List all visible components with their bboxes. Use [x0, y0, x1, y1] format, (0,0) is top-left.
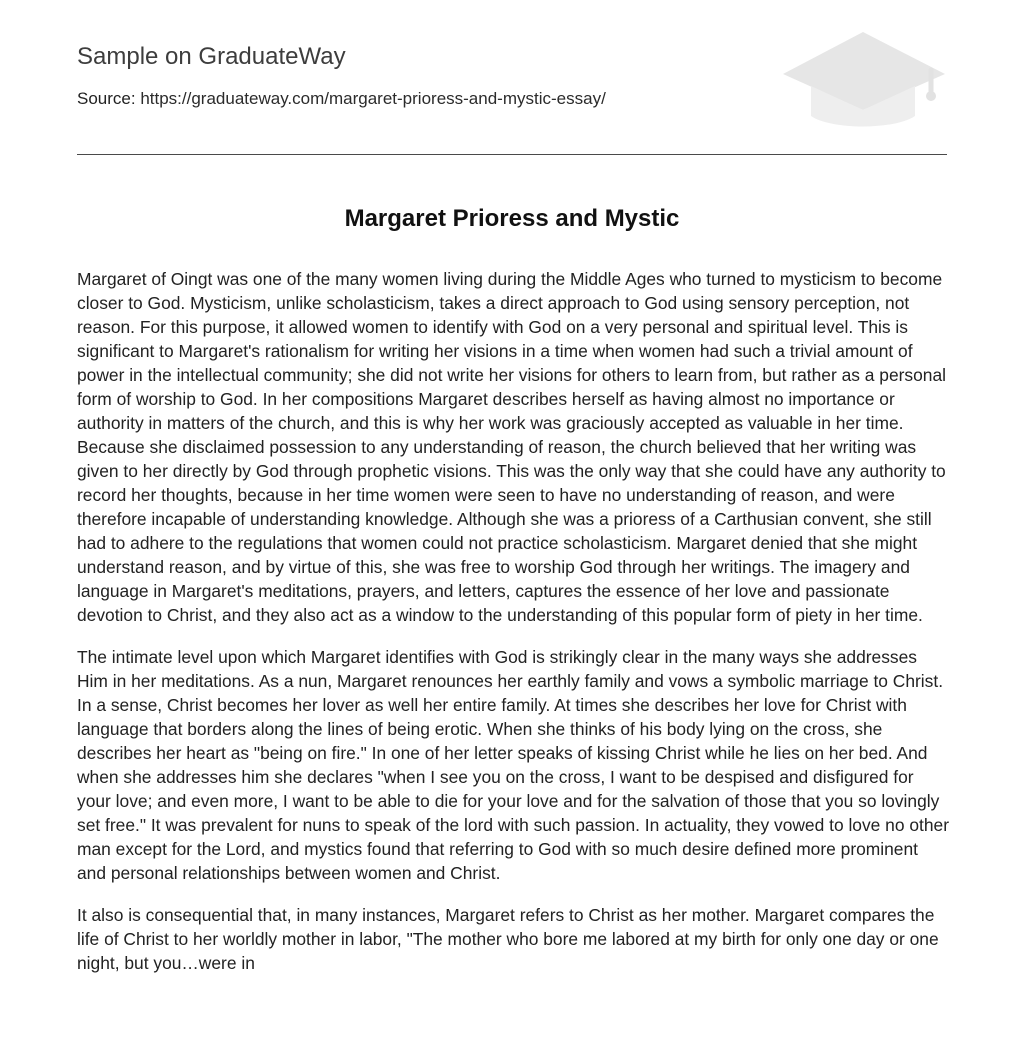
graduation-cap-icon — [781, 30, 947, 134]
tassel-end — [926, 91, 936, 101]
header-divider — [77, 154, 947, 155]
document-title: Margaret Prioress and Mystic — [344, 205, 680, 232]
source-label: Source: — [77, 89, 136, 108]
paragraph: Margaret of Oingt was one of the many women living during the Middle Ages who turned to mysticism to become closer to God. Mysticism, unlike scholasticism, takes a direct approach to God using sensory perception, not reason. For this purpose, it allowed women to identify with God on a very personal and spiritual level. This is significant to Margaret's rationalism for writing her visions in a time when women had such a trivial amount of power in the intellectual community; she did not write her visions for others to learn from, but rather as a personal form of worship to God. In her compositions Margaret describes herself as having almost no importance or authority in matters of the church, and this is why her work was graciously accepted as valuable in her time. Because she disclaimed possession to any understanding of reason, the church believed that her writing was given to her directly by God through prophetic visions. This was the only way that she could have any authority to record her thoughts, because in her time women were seen to have no understanding of reason, and were therefore incapable of understanding knowledge. Although she was a prioress of a Carthusian convent, she still had to adhere to the regulations that women could not practice scholasticism. Margaret denied that she might understand reason, and by virtue of this, she was free to worship God through her writings. The imagery and language in Margaret's meditations, prayers, and letters, captures the essence of her love and passionate devotion to Christ, and they also act as a window to the understanding of this popular form of piety in her time. — [77, 269, 946, 625]
header — [77, 0, 947, 156]
document-body — [77, 267, 949, 993]
paragraph: The intimate level upon which Margaret identifies with God is strikingly clear in the many ways she addresses Him in her meditations. As a nun, Margaret renounces her earthly family and vows a symbolic marriage to Christ. In a sense, Christ becomes her lover as well her entire family. At times she describes her love for Christ with language that borders along the lines of being erotic. When she thinks of his body lying on the cross, she describes her heart as "being on fire." In one of her letter speaks of kissing Christ while he lies on her bed. And when she addresses him she declares "when I see you on the cross, I want to be despised and disfigured for your love; and even more, I want to be able to die for your love and for the salvation of those that you so lovingly set free." It was prevalent for nuns to speak of the lord with such passion. In actuality, they vowed to love no other man except for the Lord, and mystics found that referring to God with so much desire defined more prominent and personal relationships between women and Christ. — [77, 647, 949, 883]
page — [77, 0, 949, 973]
site-title: Sample on GraduateWay — [77, 43, 346, 70]
source-link[interactable]: https://graduateway.com/margaret-prioress-and-mystic-essay/ — [140, 89, 606, 108]
paragraph: It also is consequential that, in many instances, Margaret refers to Christ as her mother. Margaret compares the life of Christ to her worldly mother in labor, "The mother who bore me labored at my birth for only one day or one night, but you…were in — [77, 905, 939, 973]
source-line — [77, 89, 606, 109]
cap-board — [783, 32, 945, 110]
